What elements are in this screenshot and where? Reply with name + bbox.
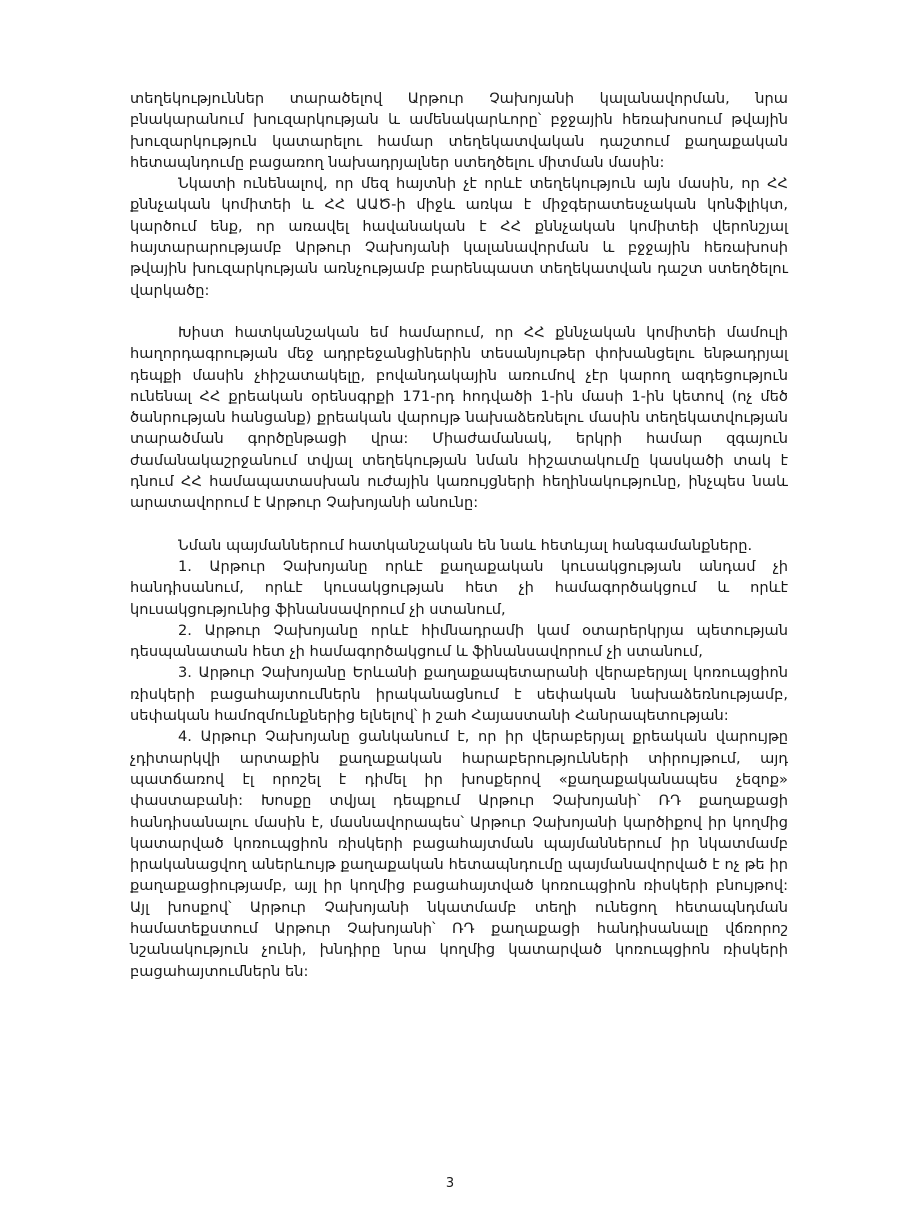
paragraph-2: Նկատի ունենալով, որ մեզ հայտնի չէ որևէ տեղեկություն այն մասին, որ ՀՀ քննչական կոմիտեի և ՀՀ ԱԱԾ-ի միջև առկա է միջգերատեսչական կոնֆլիկտ, կարծում ենք, որ առավել հավանական է ՀՀ քննչական կոմիտեի վերոնշյալ հայտարարությամբ Արթուր Չախոյանի կալանավորման և բջջային հեռախոսի թվային խուզարկության առնչությամբ բարենպաստ տեղեկատվան դաշտ ստեղծելու վարկածը: bbox=[130, 175, 788, 299]
list-item-4: 4. Արթուր Չախոյանը ցանկանում է, որ իր վերաբերյալ քրեական վարույթը չդիտարկվի արտաքին քաղաքական հարաբերությունների տիրույթում, այդ պատճառով էլ որոշել է դիմել իր խոսքերով «քաղաքականապես չեզոք» փաստաբանի: Խոսքը տվյալ դեպքում Արթուր Չախոյանի՝ ՌԴ քաղաքացի հանդիսանալու մասին է, մասնավորապես՝ Արթուր Չախոյանի կարծիքով իր կողմից կատարված կոռուպցիոն ռիսկերի բացահայտման պայմաններում իր նկատմամբ իրականացվող աներևույթ քաղաքական հետապնդումը պայմանավորված է ոչ թե իր քաղաքացիությամբ, այլ իր կողմից բացահայտված կոռուպցիոն ռիսկերի բնույթով: Այլ խոսքով՝ Արթուր Չախոյանի նկատմամբ տեղի ունեցող հետապնդման համատեքստում Արթուր Չախոյանի՝ ՌԴ քաղաքացի հանդիսանալը վճռորոշ նշանակություն չունի, խնդիրը նրա կողմից կատարված կոռուպցիոն ռիսկերի բացահայտումներն են: bbox=[130, 728, 788, 980]
paragraph-gap bbox=[130, 514, 788, 535]
paragraph-3: Խիստ հատկանշական եմ համարում, որ ՀՀ քննչական կոմիտեի մամուլի հաղորդագրության մեջ ադրբեջանցիներին տեսանյութեր փոխանցելու ենթադրյալ դեպքի մասին չհիշատակելը, բովանդակային առումով չէր կարող ազդեցություն ունենալ ՀՀ քրեական օրենսգրքի 171-րդ հոդվածի 1-ին մասի 1-ին կետով (ոչ մեծ ծանրության հանցանք) քրեական վարույթ նախաձեռնելու մասին տեղեկատվության տարածման գործընթացի վրա: Միաժամանակ, երկրի համար զգայուն ժամանակաշրջանում տվյալ տեղեկության նման հիշատակումը կասկածի տակ է դնում ՀՀ համապատասխան ուժային կառույցների հեղինակությունը, ինչպես նաև արատավորում է Արթուր Չախոյանի անունը: bbox=[130, 323, 788, 512]
document-body bbox=[130, 88, 788, 982]
list-item-3: 3. Արթուր Չախոյանը Երևանի քաղաքապետարանի վերաբերյալ կոռուպցիոն ռիսկերի բացահայտումներն իրականացնում է սեփական նախաձեռնությամբ, սեփական համոզմունքներից ելնելով՝ ի շահ Հայաստանի Հանրապետության: bbox=[130, 664, 788, 725]
paragraph-1: տեղեկություններ տարածելով Արթուր Չախոյանի կալանավորման, նրա բնակարանում խուզարկության և ամենակարևորը՝ բջջային հեռախոսում թվային խուզարկություն կատարելու համար տեղեկատվական դաշտում քաղաքական հետապնդումը բացառող նախադրյալներ ստեղծելու միտման մասին: bbox=[130, 90, 788, 171]
page-number: 3 bbox=[445, 1176, 455, 1191]
list-item-2: 2. Արթուր Չախոյանը որևէ հիմնադրամի կամ օտարերկրյա պետության դեսպանատան հետ չի համագործակցում և ֆինանսավորում չի ստանում, bbox=[130, 621, 788, 661]
paragraph-4: Նման պայմաններում հատկանշական են նաև հետևյալ հանգամանքները. bbox=[178, 536, 753, 554]
list-item-1: 1. Արթուր Չախոյանը որևէ քաղաքական կուսակցության անդամ չի հանդիսանում, որևէ կուսակցության հետ չի համագործակցում և որևէ կուսակցությունից ֆինանսավորում չի ստանում, bbox=[130, 557, 788, 618]
paragraph-gap bbox=[130, 301, 788, 322]
